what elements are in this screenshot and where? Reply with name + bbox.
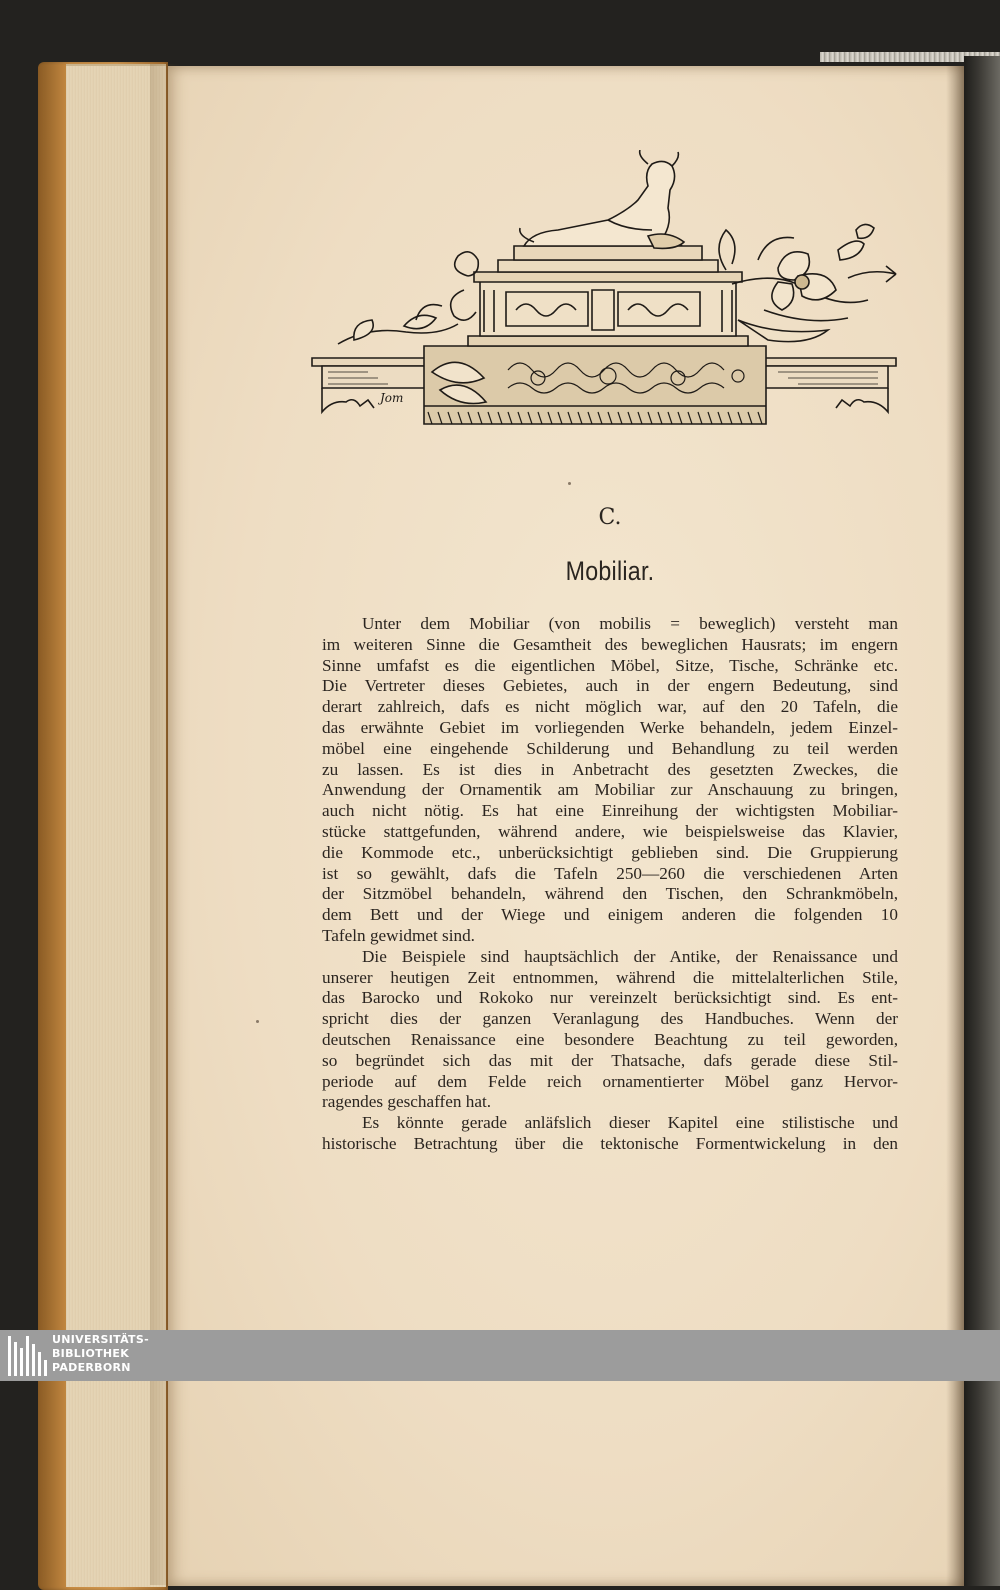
- illustration-signature: Jom: [380, 391, 404, 405]
- page-title: Mobiliar.: [565, 556, 655, 586]
- text-line: Unter dem Mobiliar (von mobilis = beweglich) versteht man: [362, 614, 898, 633]
- text-line: Sinne umfafst es die eigentlichen Möbel, Sitze, Tische, Schränke etc.: [322, 655, 898, 675]
- text-line: spricht dies der ganzen Veranlagung des Handbuches. Wenn der: [322, 1009, 898, 1029]
- text-line: Die Vertreter dieses Gebietes, auch in der engern Bedeutung, sind: [322, 676, 898, 696]
- text-line: Anwendung der Ornamentik am Mobiliar zur Anschauung zu bringen,: [322, 780, 898, 800]
- chest-illustration: [308, 150, 900, 440]
- text-line: zu lassen. Es ist dies in Anbetracht des gesetzten Zweckes, die: [322, 759, 898, 779]
- text-line: Die Beispiele sind hauptsächlich der Antike, der Renaissance und: [362, 946, 898, 966]
- text-line: die Kommode etc., unberücksichtigt geblieben sind. Die Gruppierung: [322, 842, 898, 862]
- text-line: das erwähnte Gebiet im vorliegenden Werke behandeln, jedem Einzel-: [322, 717, 898, 737]
- footer-bar: [0, 1330, 1000, 1381]
- text-line: im weiteren Sinne die Gesamtheit des beweglichen Hausrats; im engern: [322, 634, 898, 654]
- text-line: periode auf dem Felde reich ornamentierter Möbel ganz Hervor-: [322, 1071, 898, 1091]
- text-line: unserer heutigen Zeit entnommen, während die mittelalterlichen Stile,: [322, 967, 898, 987]
- text-line: ist so gewählt, dafs die Tafeln 250—260 die verschiedenen Arten: [322, 863, 898, 883]
- library-name-line: BIBLIOTHEK: [52, 1347, 130, 1360]
- text-line: der Sitzmöbel behandeln, während den Tischen, den Schrankmöbeln,: [322, 884, 898, 904]
- paper-speck: [256, 1020, 259, 1023]
- body-text: [322, 614, 898, 1155]
- text-line: dem Bett und der Wiege und einigem anderen die folgenden 10: [322, 905, 898, 925]
- library-name-line: PADERBORN: [52, 1361, 131, 1374]
- text-line: derart zahlreich, dafs es nicht möglich war, auf den 20 Tafeln, die: [322, 697, 898, 717]
- library-logo-icon: [6, 1334, 48, 1378]
- text-line: das Barocko und Rokoko nur vereinzelt berücksichtigt sind. Es ent-: [322, 988, 898, 1008]
- text-line: ragendes geschaffen hat.: [322, 1092, 492, 1112]
- text-line: historische Betrachtung über die tektonische Formentwickelung in den: [322, 1133, 898, 1153]
- text-line: auch nicht nötig. Es hat eine Einreihung der wichtigsten Mobiliar-: [322, 801, 898, 821]
- paper-speck: [568, 482, 571, 485]
- text-line: stücke stattgefunden, während andere, wie beispielsweise das Klavier,: [322, 821, 898, 841]
- text-line: Es könnte gerade anläfslich dieser Kapitel eine stilistische und: [362, 1113, 898, 1133]
- text-line: Tafeln gewidmet sind.: [322, 925, 475, 945]
- section-letter: C.: [598, 505, 622, 530]
- text-line: so begründet sich das mit der Thatsache, dafs gerade diese Stil-: [322, 1050, 898, 1070]
- library-name-line: UNIVERSITÄTS-: [52, 1333, 149, 1346]
- text-line: möbel eine eingehende Schilderung und Behandlung zu teil werden: [322, 738, 898, 758]
- text-line: deutschen Renaissance eine besondere Beachtung zu teil geworden,: [322, 1029, 898, 1049]
- library-name: [52, 1333, 149, 1375]
